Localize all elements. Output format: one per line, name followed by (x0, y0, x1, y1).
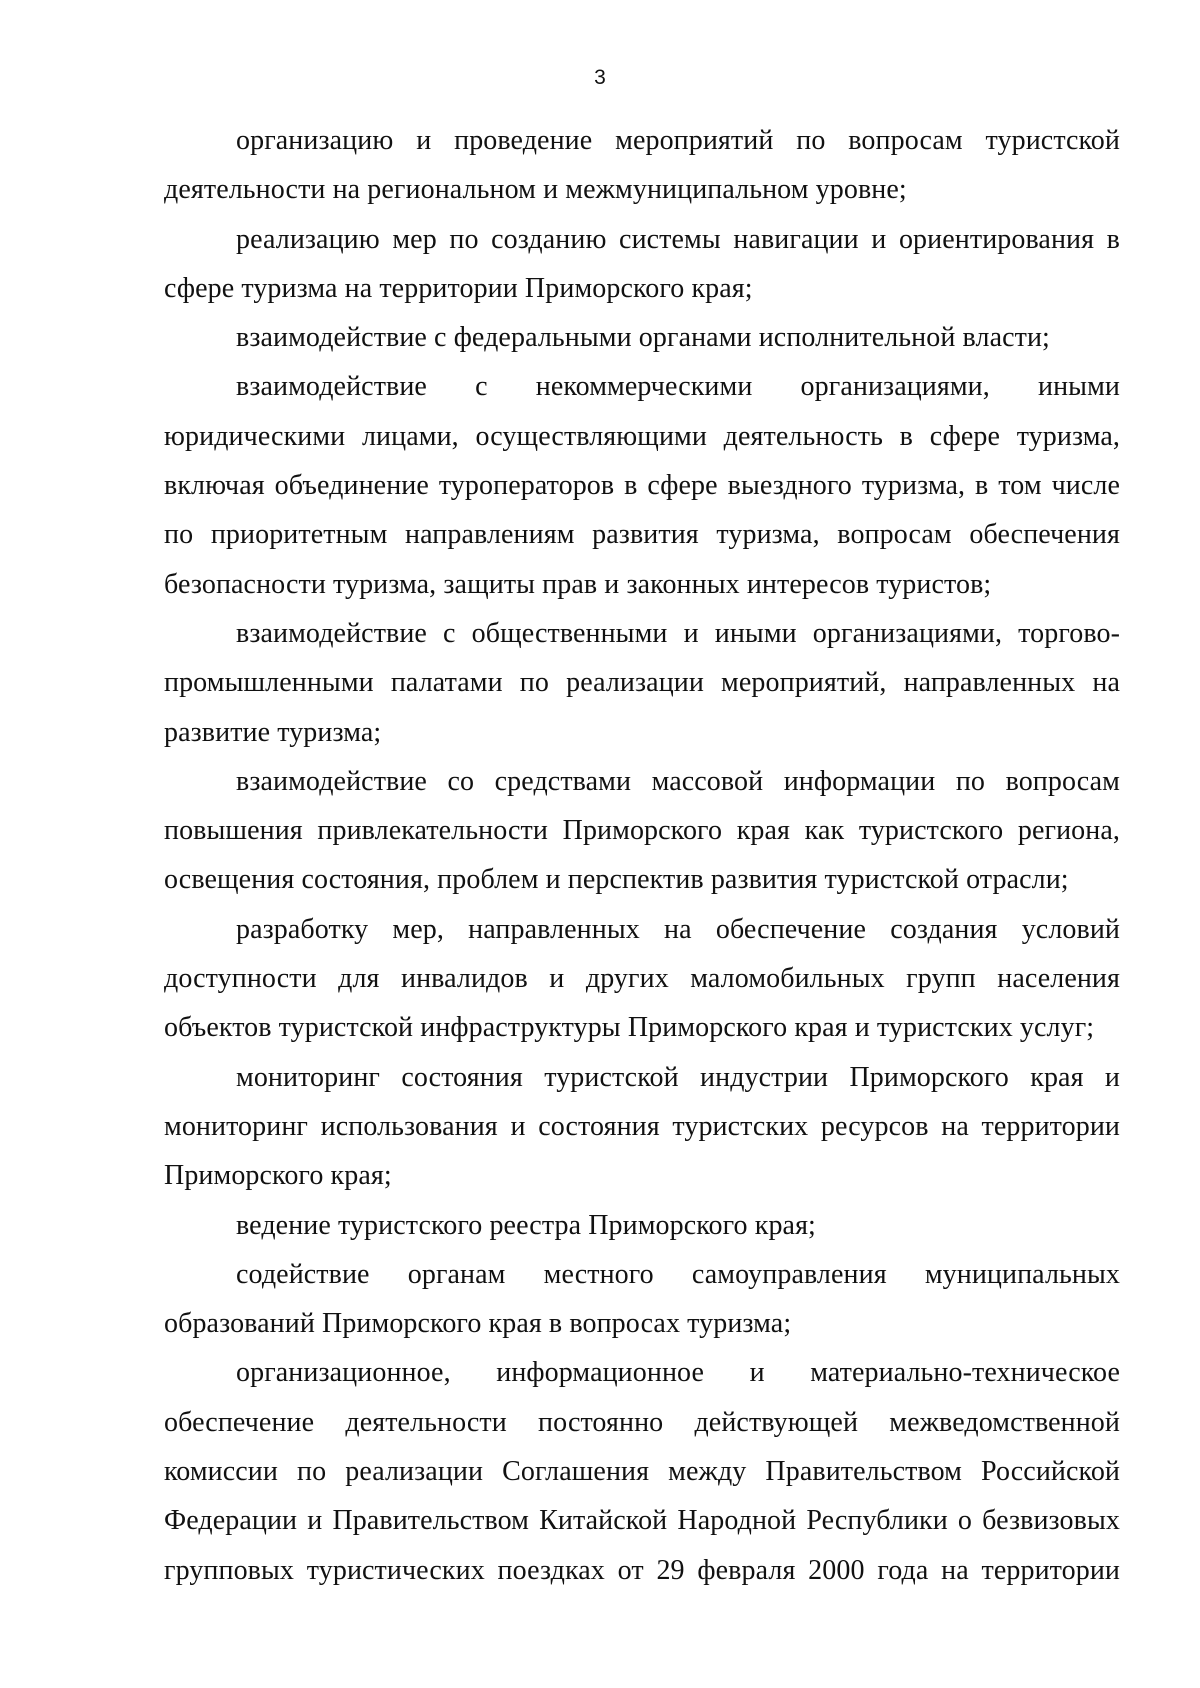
document-body (164, 116, 1120, 1595)
paragraph: ведение туристского реестра Приморского края; (236, 1209, 816, 1241)
paragraph: организационное, информационное и материально-техническое обеспечение деятельности постоянно действующей межведомственной комиссии по реализации Соглашения между Правительством Российской Федерации и Правительством Китайской Народной Республики о безвизовых групповых туристических поездках от 29 февраля 2000 года на территории (164, 1357, 1120, 1586)
paragraph: организацию и проведение мероприятий по вопросам туристской деятельности на региональном и межмуниципальном уровне; (164, 125, 1120, 206)
paragraph: содействие органам местного самоуправления муниципальных образований Приморского края в вопросах туризма; (164, 1258, 1120, 1340)
paragraph: мониторинг состояния туристской индустрии Приморского края и мониторинг использования и состояния туристских ресурсов на территории Приморского края; (164, 1061, 1120, 1192)
paragraph: реализацию мер по созданию системы навигации и ориентирования в сфере туризма на территории Приморского края; (164, 223, 1120, 304)
paragraph: взаимодействие с общественными и иными организациями, торгово-промышленными палатами по реализации мероприятий, направленных на развитие туризма; (164, 617, 1120, 748)
paragraph: взаимодействие с федеральными органами исполнительной власти; (236, 322, 1050, 354)
paragraph: разработку мер, направленных на обеспечение создания условий доступности для инвалидов и других маломобильных групп населения объектов туристской инфраструктуры Приморского края и туристских услуг; (164, 913, 1120, 1044)
paragraph: взаимодействие со средствами массовой информации по вопросам повышения привлекательности Приморского края как туристского региона, освещения состояния, проблем и перспектив развития туристской отрасли; (164, 765, 1120, 896)
paragraph: взаимодействие с некоммерческими организациями, иными юридическими лицами, осуществляющими деятельность в сфере туризма, включая объединение туроператоров в сфере выездного туризма, в том числе по приоритетным направлениям развития туризма, вопросам обеспечения безопасности туризма, защиты прав и законных интересов туристов; (164, 371, 1120, 600)
page-number: 3 (594, 66, 606, 89)
